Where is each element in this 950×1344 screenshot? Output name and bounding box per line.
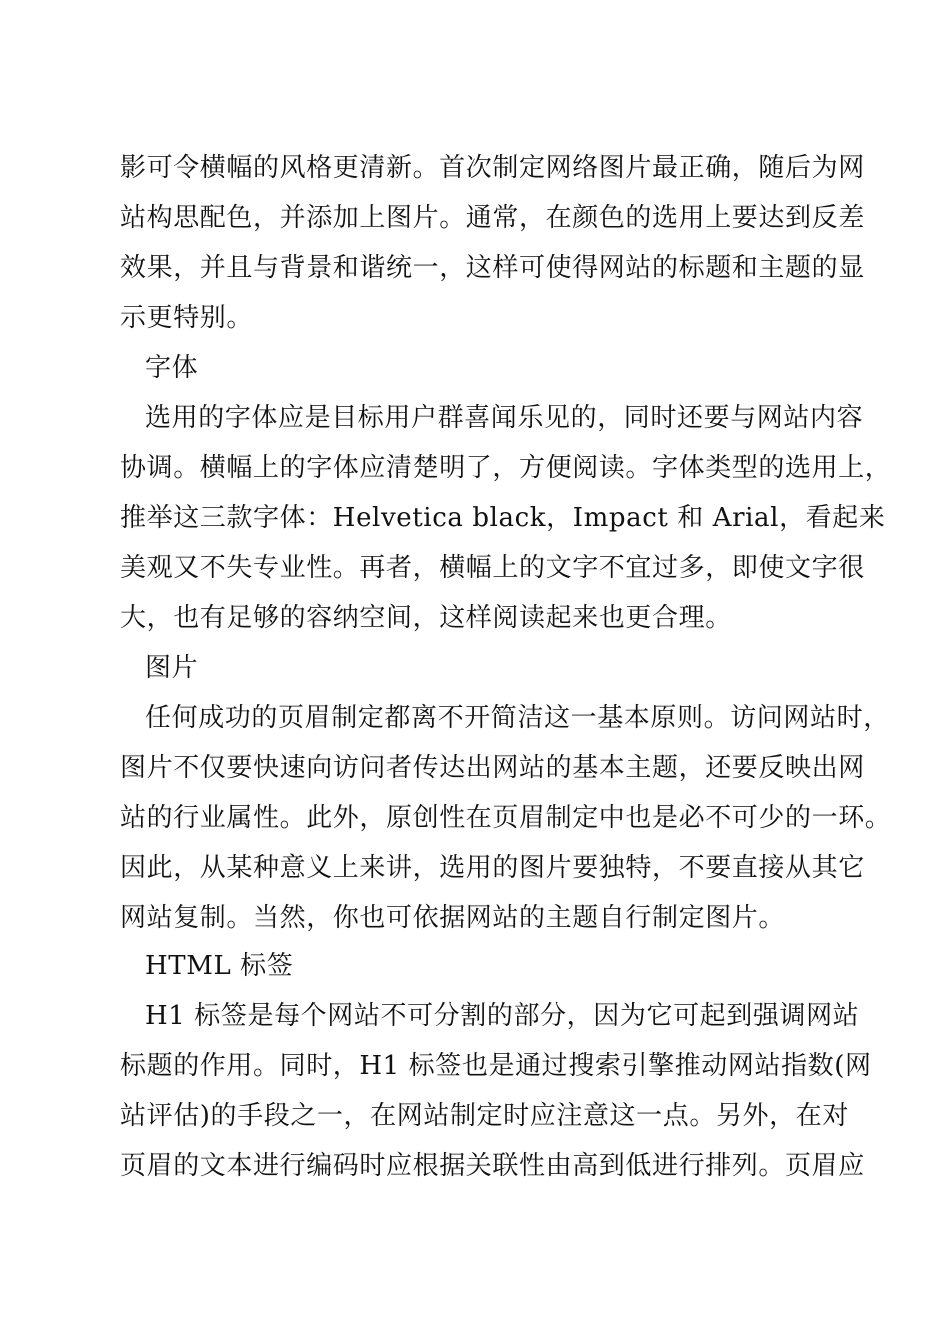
body-text-line: 任何成功的页眉制定都离不开简洁这一基本原则。访问网站时， bbox=[145, 703, 890, 733]
body-text-line: 推举这三款字体：Helvetica black，Impact 和 Arial，看起来 bbox=[120, 503, 886, 533]
body-text-line: 选用的字体应是目标用户群喜闻乐见的，同时还要与网站内容 bbox=[145, 403, 864, 433]
body-text-line: 标题的作用。同时，H1 标签也是通过搜索引擎推动网站指数(网 bbox=[120, 1051, 872, 1081]
body-text-line: 示更特别。 bbox=[120, 303, 254, 333]
body-text-line: 效果，并且与背景和谐统一，这样可使得网站的标题和主题的显 bbox=[120, 253, 865, 283]
body-text-line: 大，也有足够的容纳空间，这样阅读起来也更合理。 bbox=[120, 603, 732, 633]
body-text-line: 因此，从某种意义上来讲，选用的图片要独特，不要直接从其它 bbox=[120, 853, 865, 883]
body-text-line: 美观又不失专业性。再者，横幅上的文字不宜过多，即使文字很 bbox=[120, 553, 865, 583]
section-heading-font: 字体 bbox=[145, 353, 199, 383]
body-text-line: 站构思配色，并添加上图片。通常，在颜色的选用上要达到反差 bbox=[120, 203, 865, 233]
section-heading-html-tags: HTML 标签 bbox=[145, 951, 294, 981]
body-text-line: 影可令横幅的风格更清新。首次制定网络图片最正确，随后为网 bbox=[120, 153, 865, 183]
body-text-line: 站的行业属性。此外，原创性在页眉制定中也是必不可少的一环。 bbox=[120, 803, 892, 833]
body-text-line: 站评估)的手段之一，在网站制定时应注意这一点。另外，在对 bbox=[120, 1101, 849, 1131]
body-text-line: 页眉的文本进行编码时应根据关联性由高到低进行排列。页眉应 bbox=[120, 1151, 865, 1181]
body-text-line: 图片不仅要快速向访问者传达出网站的基本主题，还要反映出网 bbox=[120, 753, 865, 783]
body-text-line: 协调。横幅上的字体应清楚明了，方便阅读。字体类型的选用上， bbox=[120, 453, 892, 483]
body-text-line: H1 标签是每个网站不可分割的部分，因为它可起到强调网站 bbox=[145, 1001, 860, 1031]
section-heading-image: 图片 bbox=[145, 653, 199, 683]
body-text-line: 网站复制。当然，你也可依据网站的主题自行制定图片。 bbox=[120, 903, 786, 933]
